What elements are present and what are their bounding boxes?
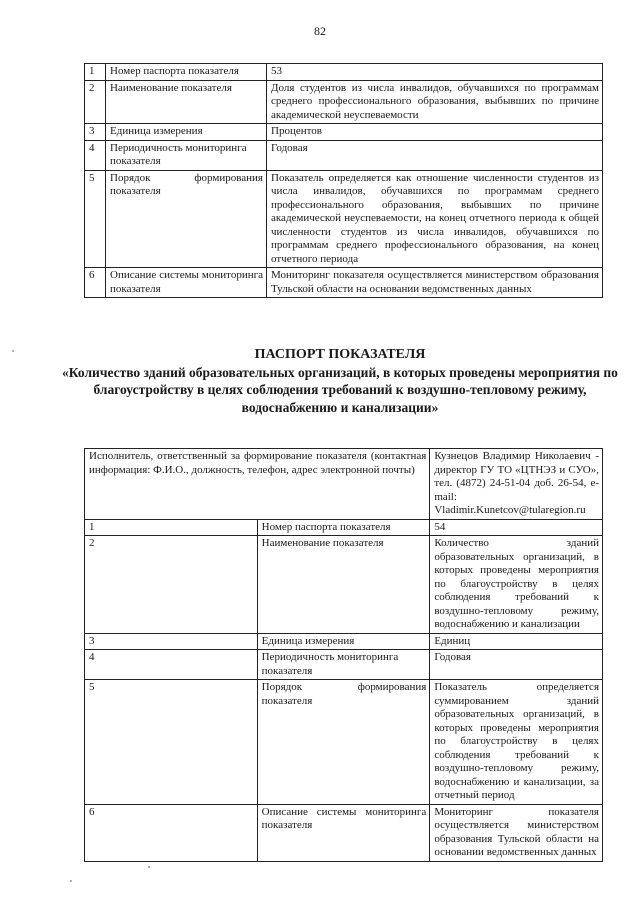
indicator-passport-table-54	[84, 448, 603, 862]
row-value: Единиц	[430, 633, 603, 650]
row-value: 53	[267, 64, 603, 81]
table-row	[85, 170, 603, 268]
table-row	[85, 804, 603, 861]
row-label: Описание системы мониторинга показателя	[257, 804, 430, 861]
row-number: 4	[85, 140, 106, 170]
executor-row	[85, 449, 603, 520]
row-label: Номер паспорта показателя	[106, 64, 267, 81]
scan-speck	[70, 880, 72, 882]
table-row	[85, 650, 603, 680]
row-label: Периодичность мониторинга показателя	[257, 650, 430, 680]
row-label: Описание системы мониторинга показателя	[106, 268, 267, 298]
table-row	[85, 80, 603, 124]
passport-heading-subtitle: «Количество зданий образовательных организаций, в которых проведены мероприятия по благоустройству в целях соблюдения требований к воздушно-тепловому режиму, водоснабжению и канализации»	[62, 364, 618, 415]
row-number: 3	[85, 124, 106, 141]
row-value: Доля студентов из числа инвалидов, обучавшихся по программам среднего профессионального образования, выбывших по причине академической неуспеваемости	[267, 80, 603, 124]
row-label: Порядок формирования показателя	[257, 680, 430, 805]
indicator-passport-table-53	[84, 63, 603, 298]
row-value: Показатель определяется суммированием зданий образовательных организаций, в которых проведены мероприятия по благоустройству в целях соблюдения требований к воздушно-тепловому режиму, водоснабжению и канализации, за отчетный период	[430, 680, 603, 805]
table-row	[85, 140, 603, 170]
scan-speck	[148, 866, 150, 868]
row-number: 5	[85, 170, 106, 268]
row-label: Единица измерения	[257, 633, 430, 650]
executor-value: Кузнецов Владимир Николаевич - директор ГУ ТО «ЦТНЭЗ и СУО», тел. (4872) 24-51-04 доб. 26-54, e-mail: Vladimir.Kunetcov@tularegion.ru	[430, 449, 603, 520]
passport-heading	[60, 346, 620, 416]
row-label: Периодичность мониторинга показателя	[106, 140, 267, 170]
row-label: Наименование показателя	[257, 536, 430, 634]
row-value: Мониторинг показателя осуществляется министерством образования Тульской области на основании ведомственных данных	[430, 804, 603, 861]
table-row	[85, 64, 603, 81]
row-number: 6	[85, 268, 106, 298]
row-value: Количество зданий образовательных организаций, в которых проведены мероприятия по благоустройству в целях соблюдения требований к воздушно-тепловому режиму, водоснабжению и канализации	[430, 536, 603, 634]
row-number: 1	[85, 64, 106, 81]
page-number: 82	[314, 24, 326, 38]
row-number: 2	[85, 536, 258, 634]
row-value: Годовая	[430, 650, 603, 680]
table-row	[85, 536, 603, 634]
passport-heading-title: ПАСПОРТ ПОКАЗАТЕЛЯ	[254, 347, 426, 362]
row-value: Мониторинг показателя осуществляется министерством образования Тульской области на основании ведомственных данных	[267, 268, 603, 298]
row-number: 1	[85, 519, 258, 536]
row-value: Показатель определяется как отношение численности студентов из числа инвалидов, обучавшихся по программам среднего профессионального образования, выбывших по причине академической неуспеваемости, на конец отчетного периода к общей численности студентов из числа инвалидов, обучавшихся по программам среднего профессионального образования, на конец отчетного периода	[267, 170, 603, 268]
row-value: Процентов	[267, 124, 603, 141]
row-number: 6	[85, 804, 258, 861]
table-row	[85, 268, 603, 298]
table-row	[85, 633, 603, 650]
executor-label: Исполнитель, ответственный за формирование показателя (контактная информация: Ф.И.О., должность, телефон, адрес электронной почты)	[85, 449, 430, 520]
row-value: Годовая	[267, 140, 603, 170]
row-value: 54	[430, 519, 603, 536]
row-label: Единица измерения	[106, 124, 267, 141]
scan-speck	[12, 350, 14, 352]
row-number: 5	[85, 680, 258, 805]
row-label: Наименование показателя	[106, 80, 267, 124]
table-row	[85, 680, 603, 805]
table-row	[85, 124, 603, 141]
row-label: Порядок формирования показателя	[106, 170, 267, 268]
row-number: 2	[85, 80, 106, 124]
row-number: 4	[85, 650, 258, 680]
table-row	[85, 519, 603, 536]
row-number: 3	[85, 633, 258, 650]
row-label: Номер паспорта показателя	[257, 519, 430, 536]
